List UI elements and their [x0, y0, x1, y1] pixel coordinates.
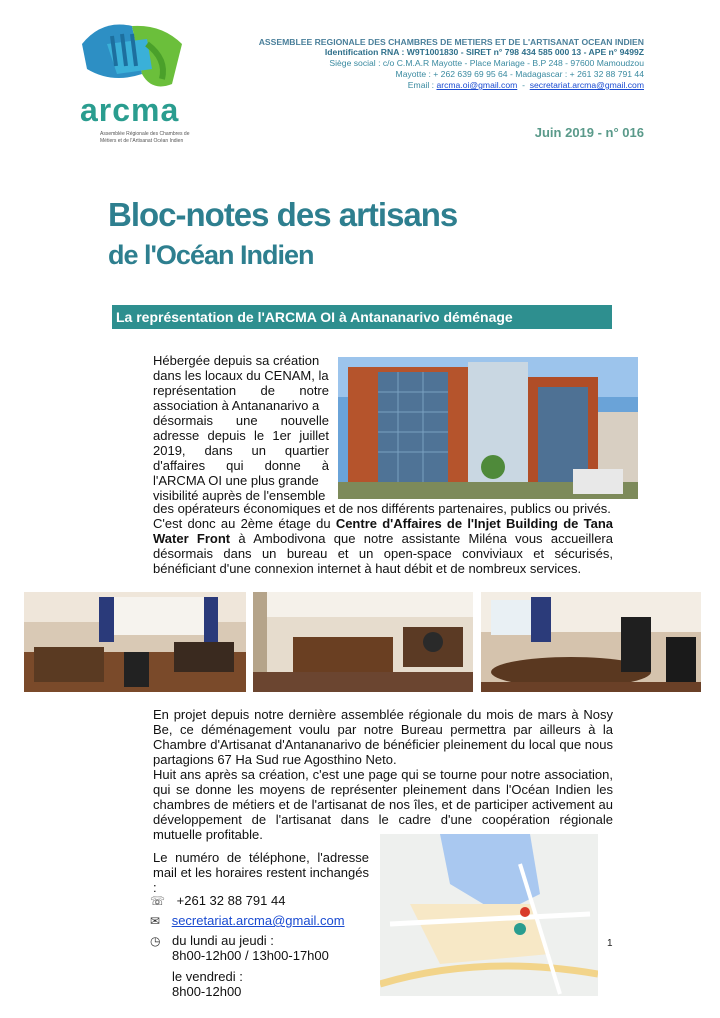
header-phones: Mayotte : + 262 639 69 95 64 - Madagascar : + 261 32 88 791 44: [395, 69, 644, 79]
contact-phone-row: [150, 893, 285, 909]
p1-line: l'ARCMA OI une plus grande: [153, 473, 319, 488]
p1-text-pre: C'est donc au 2ème étage du: [153, 516, 336, 531]
newsletter-subtitle: de l'Océan Indien: [108, 240, 314, 270]
p1-line: représentation de notre: [153, 383, 329, 398]
office-photo-1: [24, 592, 246, 692]
contact-phone: +261 32 88 791 44: [176, 893, 286, 908]
p1-line: association à Antananarivo a: [153, 398, 320, 413]
p2b-text: Huit ans après sa création, c'est une page qui se tourne pour notre association, qui se donne les moyens de représenter pleinement dans l'Océan Indien les chambres de métiers et de l'artisanat de nos îles, et de participer activement au développement de l'artisanat dans le cadre d'une coopération régionale mutuelle profitable.: [153, 767, 613, 842]
contact-email-link[interactable]: secretariat.arcma@gmail.com: [171, 913, 345, 928]
email-link-2[interactable]: secretariat.arcma@gmail.com: [529, 80, 644, 90]
hours-weekdays-label: du lundi au jeudi :: [172, 933, 274, 948]
p1-line: désormais une nouvelle: [153, 413, 329, 428]
article-paragraph-3: Le numéro de téléphone, l'adresse mail et les horaires restent inchangés :: [153, 850, 369, 895]
location-map: [380, 834, 598, 996]
p1-line: adresse depuis le 1er juillet: [153, 428, 329, 443]
email-prefix: Email :: [407, 80, 437, 90]
telephone-icon: ☏: [150, 894, 166, 908]
header-siege: Siège social : c/o C.M.A.R Mayotte - Place Mariage - B.P 248 - 97600 Mamoudzou: [329, 58, 644, 68]
contact-hours-row: [150, 933, 160, 949]
email-icon: ✉: [150, 914, 161, 928]
p1-line: Hébergée depuis sa création: [153, 353, 320, 368]
office-photo-3: [481, 592, 701, 692]
hours-friday-label: le vendredi :: [172, 969, 243, 984]
p1-line: dans les locaux du CENAM, la: [153, 368, 329, 383]
article-heading-banner: La représentation de l'ARCMA OI à Antananarivo déménage: [112, 305, 612, 329]
logo-subtitle: Assemblée Régionale des Chambres de Métiers et de l'Artisanat Océan Indien: [100, 131, 190, 144]
logo-wordmark: arcma: [80, 92, 180, 128]
email-separator: -: [517, 80, 530, 90]
issue-number: Juin 2019 - n° 016: [534, 125, 644, 140]
p1-line: 2019, dans un quartier: [153, 443, 329, 458]
header-identification: Identification RNA : W9T1001830 - SIRET n° 798 434 585 000 13 - APE n° 9499Z: [324, 47, 644, 57]
article-paragraph-2: [153, 707, 613, 842]
p1-line: d'affaires qui donne à: [153, 458, 329, 473]
p2-text: En projet depuis notre dernière assemblée régionale du mois de mars à Nosy Be, ce déménagement voulu par notre Bureau permettra par ailleurs à la Chambre d'Artisanat d'Antananarivo de bénéficier pleinement du local que nous partagions 67 Ha Sud rue Agosthino Neto.: [153, 707, 613, 767]
p1-continuation: des opérateurs économiques et de nos différents partenaires, publics ou privés.: [153, 501, 611, 516]
email-link-1[interactable]: arcma.oi@gmail.com: [436, 80, 518, 90]
p1-location-bold: Centre d'Affaires de l'Injet Building de Tana Water Front: [153, 516, 613, 546]
header-organization: ASSEMBLEE REGIONALE DES CHAMBRES DE METIERS ET DE L'ARTISANAT OCEAN INDIEN: [258, 37, 644, 47]
p1-line: visibilité auprès de l'ensemble: [153, 488, 326, 503]
clock-icon: ◷: [150, 934, 161, 948]
article-paragraph-1-continued: [153, 501, 613, 576]
office-photo-2: [253, 592, 473, 692]
header-email-line: [408, 80, 644, 91]
p1-text-post: à Ambodivona que notre assistante Miléna vous accueillera désormais dans un bureau et un open-space conviviaux et sécurisés, bénéficiant d'une connexion internet à haut débit et de nombreux services.: [153, 531, 613, 576]
contact-email-row: [150, 913, 345, 929]
hours-friday: 8h00-12h00: [172, 984, 242, 999]
article-paragraph-1: [153, 353, 329, 503]
contact-hours: [172, 933, 329, 999]
p1-location-text: [153, 516, 613, 576]
building-photo: [338, 357, 638, 499]
newsletter-title: Bloc-notes des artisans: [108, 196, 458, 233]
page-number: 1: [607, 938, 613, 949]
hours-weekdays: 8h00-12h00 / 13h00-17h00: [172, 948, 329, 963]
